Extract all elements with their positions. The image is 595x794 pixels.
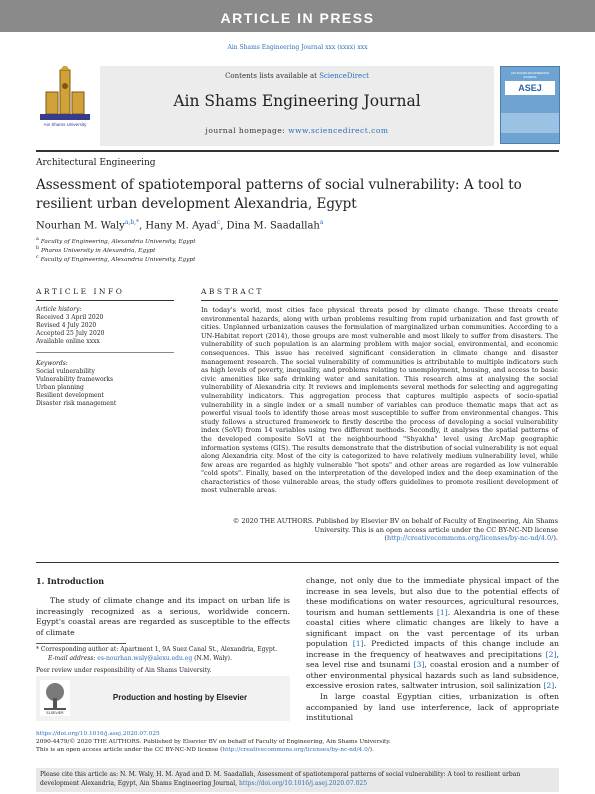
elsevier-logo: [40, 680, 70, 716]
contents-line: [100, 72, 494, 80]
affiliation-text: Faculty of Engineering, Alexandria University, Egypt: [40, 256, 196, 263]
issn-copyright-line: 2090-4479/© 2020 THE AUTHORS. Published by Elsevier BV on behalf of Faculty of Engineering, Ain Shams University.: [36, 739, 391, 745]
license-link[interactable]: http://creativecommons.org/licenses/by-nc-nd/4.0/: [386, 534, 554, 543]
article-title: Assessment of spatiotemporal patterns of social vulnerability: A tool to resilient urban development Alexandria, Egypt: [36, 177, 522, 212]
copyright-end: ).: [553, 534, 558, 543]
keywords-label: Keywords:: [36, 360, 68, 367]
peer-review-note: Peer review under responsibility of Ain Shams University.: [36, 667, 212, 674]
intro-paragraph: In large coastal Egyptian cities, urbanization is often accompanied by land use interference, lack of appropriate institutional: [306, 692, 559, 723]
article-history: [36, 306, 174, 346]
license-link[interactable]: http://creativecommons.org/licenses/by-nc-nd/4.0/: [222, 747, 370, 753]
corresponding-author-note: * Corresponding author at: Apartment 1, 9A Suez Canal St., Alexandria, Egypt.: [36, 646, 278, 653]
homepage-prefix: journal homepage:: [205, 126, 289, 135]
affiliation: [36, 246, 155, 254]
email-link[interactable]: es-nourhan.waly@alexu.edu.eg: [97, 655, 193, 662]
history-item: Received 3 April 2020: [36, 314, 104, 321]
affiliation-sup: a: [36, 237, 39, 242]
intro-left-column: [36, 596, 290, 638]
email-suffix: (N.M. Waly).: [192, 655, 232, 662]
header-rule: [36, 150, 559, 152]
affiliation-sup: c: [36, 255, 39, 260]
affiliation-text: Faculty of Engineering, Alexandria University, Egypt: [40, 238, 196, 245]
author-affil-sup[interactable]: a,b,*: [124, 219, 140, 226]
intro-right-column: [306, 576, 559, 724]
license-suffix: ).: [369, 747, 374, 753]
history-item: Revised 4 July 2020: [36, 322, 97, 329]
article-in-press-banner: ARTICLE IN PRESS: [0, 0, 595, 32]
reference-link[interactable]: [1]: [352, 639, 364, 649]
authors-line: Nourhan M. Waly$^{a,b,*}$, Hany M. Ayad$^c$, Dina M. Saadallah$^a$: [36, 219, 324, 232]
history-item: Accepted 25 July 2020: [36, 330, 105, 337]
author-affil-sup[interactable]: a: [319, 219, 324, 226]
author-name: Nourhan M. Waly: [36, 220, 125, 232]
email-label: E-mail address:: [48, 655, 98, 662]
keyword: Urban planning: [36, 384, 84, 391]
abstract-bottom-rule: [36, 562, 559, 563]
sciencedirect-link[interactable]: ScienceDirect: [319, 72, 369, 80]
history-label: Article history:: [36, 306, 82, 313]
abstract-heading: ABSTRACT: [201, 287, 264, 296]
cover-top-text: AIN SHAMS ENGINEERING JOURNAL: [510, 71, 550, 79]
intro-paragraph: The study of climate change and its impact on urban life is increasingly recognized as a serious, worldwide concern. Egypt's coastal areas are regarded as susceptible to the effects of climate: [36, 596, 290, 637]
intro-text: change, not only due to the immediate physical impact of the increase in sea levels, but also due to the potential effects of these modifications on water resources, agricultural resources, tourism and human settlements: [306, 576, 559, 617]
info-rule: [36, 300, 174, 301]
keywords-block: [36, 360, 174, 408]
doi-link[interactable]: https://doi.org/10.1016/j.asej.2020.07.025: [36, 731, 160, 737]
keyword: Disaster risk management: [36, 400, 117, 407]
author-name: Dina M. Saadallah: [226, 220, 320, 232]
affiliation: [36, 255, 195, 263]
please-cite-box: [36, 768, 559, 792]
bottom-info: [36, 730, 559, 754]
email-note: [48, 655, 232, 663]
homepage-link[interactable]: www.sciencedirect.com: [288, 126, 389, 135]
cover-label: ASEJ: [505, 81, 555, 95]
reference-link[interactable]: [2]: [545, 649, 557, 659]
journal-citation-link[interactable]: Ain Shams Engineering Journal xxx (xxxx) xxx: [227, 44, 368, 51]
reference-link[interactable]: [3]: [413, 660, 425, 670]
copyright-text: © 2020 THE AUTHORS. Published by Elsevier BV on behalf of Faculty of Engineering, Ain Shams University. This is an open access article under the CC BY-NC-ND license (: [232, 517, 558, 543]
license-prefix: This is an open access article under the CC BY-NC-ND license (: [36, 747, 223, 753]
abstract-copyright: [201, 517, 558, 543]
reference-link[interactable]: [2]: [543, 681, 555, 691]
author-affil-sup[interactable]: c: [216, 219, 221, 226]
please-cite-text: Please cite this article as: N. M. Waly, H. M. Ayad and D. M. Saadallah, Assessment of spatiotemporal patterns of social vulnerability: A tool to resilient urban development Alexandria, Egypt, Ain Shams Engineering Journal,: [40, 771, 521, 787]
history-item: Available online xxxx: [36, 338, 100, 345]
intro-text: . Alexandria is one of these coastal cities where climatic changes are likely to have a significant impact on the vast percentage of its urban population: [306, 607, 560, 649]
contents-prefix: Contents lists available at: [225, 72, 320, 80]
license-line: [36, 746, 559, 754]
author-name: Hany M. Ayad: [145, 220, 217, 232]
journal-title: Ain Shams Engineering Journal: [173, 92, 421, 110]
intro-text: . Predicted impacts of this change include an increase in the frequency of heatwaves and precipitations: [306, 639, 559, 659]
introduction-heading: 1. Introduction: [36, 576, 105, 586]
intro-text: .: [554, 681, 557, 691]
intro-text: , sea level rise and tsunami: [306, 649, 559, 670]
please-cite-doi-link[interactable]: https://doi.org/10.1016/j.asej.2020.07.025: [239, 780, 368, 787]
affiliation-sup: b: [36, 246, 40, 251]
info-divider: [36, 352, 174, 353]
intro-text: , coastal erosion and a number of other environmental physical hazards such as land subsidence, excessive erosion rates, saltwater intrusion, soil salinization: [306, 660, 559, 691]
section-label: Architectural Engineering: [36, 158, 156, 168]
affiliation-text: Pharos University in Alexandria, Egypt: [40, 247, 156, 254]
affiliation: [36, 237, 196, 245]
journal-cover-image: [500, 66, 560, 144]
article-info-heading: ARTICLE INFO: [36, 287, 125, 296]
abstract-body: In today's world, most cities face physical threats posed by climate change. These threats create environmental hazards, along with urban problems resulting from rapid urbanization and fast growth of cities. Unplanned urbanization causes the formulation of marginalized urban communities. According to a UN-Habitat report (2014), those groups are most vulnerable and most likely to suffer from disasters. The vulnerability of such population is an alarming problem with major social, environmental, and economic consequences. This issue has received significant consideration in climate change and disaster management research. The social vulnerability of communities is attributable to multiple indicators such as high levels of poverty, inequality, and problems relating to unemployment, housing, and access to basic civic amenities like safe drinking water and sanitation. This research aims at analysing the social vulnerability of Alexandria city. It reviews and implements several methods for selecting and aggregating vulnerability indicators. This aggregation process that captures multiple aspects of socio-spatial vulnerability in a single index or a small number of variables can produce thematic maps that act as powerful visual tools to identify those areas most susceptible to suffer from environmental changes. This study follows a structured framework to firstly describe the process of developing a social vulnerability index (SoVI) from 14 variables using two different methods. Secondly, it analyses the spatial patterns of the developed composite SoVI at the neighbourhood "Shyakha" level using ArcMap geographic information systems (GIS). The results demonstrate that the distribution of social vulnerability is not equal along Alexandria city. Most of the city is categorized to have relatively medium vulnerability level, while few areas are regarded as highly vulnerable "hot spots" and other areas are regarded as low vulnerable "cold spots". Finally, based on the interpretation of the developed index and the deep examination of the characteristics of those vulnerable areas, the study offers guidelines to promote resilient development of most vulnerable areas.: [201, 306, 558, 495]
elsevier-label: ELSEVIER: [46, 711, 64, 715]
footnote-rule: [36, 643, 126, 644]
intro-paragraph: [306, 576, 559, 692]
keyword: Social vulnerability: [36, 368, 95, 375]
keyword: Vulnerability frameworks: [36, 376, 114, 383]
reference-link[interactable]: [1]: [436, 607, 448, 617]
journal-homepage: [100, 126, 494, 135]
abstract-rule: [201, 300, 558, 301]
production-hosting-text: Production and hosting by Elsevier: [112, 693, 248, 702]
logo-caption: Ain Shams University: [43, 122, 87, 127]
keyword: Resilient development: [36, 392, 104, 399]
cover-stripe: [501, 113, 559, 133]
university-logo: [36, 66, 94, 134]
